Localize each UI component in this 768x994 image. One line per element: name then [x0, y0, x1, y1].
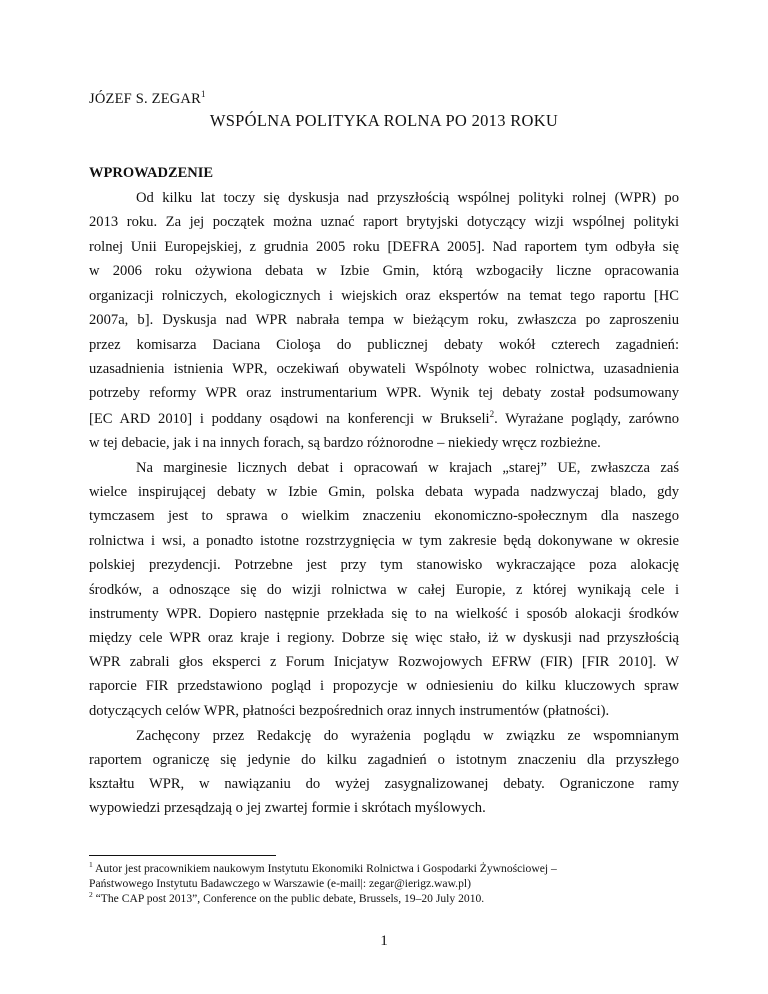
page-number: 1 [380, 932, 388, 949]
footnote-separator [89, 855, 276, 856]
footnote-2-line-1 [89, 892, 689, 905]
footnote-ref-2[interactable]: 2 [489, 409, 495, 420]
paragraph-3-line-4: wypowiedzi przesądzają o jej zwartej formie i skrótach myślowych. [89, 800, 486, 816]
paragraph-1-line-11: w tej debacie, jak i na innych forach, są bardzo różnorodne – niekiedy wręcz rozbieżne. [89, 435, 601, 451]
paragraph-1-line-2: 2013 roku. Za jej początek można uznać raport brytyjski dotyczący wizji wspólnej polityki [89, 214, 679, 230]
footnote-1-line-1 [89, 862, 689, 875]
footnote-2-line-1-text: “The CAP post 2013”, Conference on the public debate, Brussels, 19–20 July 2010. [92, 892, 485, 905]
footnote-1-line-1-mark: 1 [89, 860, 93, 870]
paragraph-2-line-8: między cele WPR oraz kraje i regiony. Dobrze się więc stało, iż w dyskusji nad przyszłością [89, 630, 679, 646]
paragraph-2-line-11: dotyczących celów WPR, płatności bezpośrednich oraz innych instrumentów (płatności). [89, 703, 610, 719]
paragraph-1-line-10 [89, 411, 679, 428]
paragraph-1-line-10-text: [EC ARD 2010] i poddany osądowi na konferencji w Brukseli [89, 411, 490, 427]
paragraph-2-line-6: środków, a odnoszące się do wizji rolnictwa w całej Europie, z której wynikają cele i [89, 582, 679, 598]
paragraph-1-line-3: rolnej Unii Europejskiej, z grudnia 2005 roku [DEFRA 2005]. Nad raportem tym odbyła się [89, 239, 679, 255]
paragraph-2-line-7: instrumenty WPR. Dopiero następnie przekłada się to na wielkość i sposób alokacji środków [89, 606, 679, 622]
paragraph-2-line-5: polskiej prezydencji. Potrzebne jest przy tym stanowisko wykraczające poza alokację [89, 557, 679, 573]
paragraph-1-line-5: organizacji rolniczych, ekologicznych i wiejskich oraz ekspertów na temat tego raportu [HC [89, 288, 679, 304]
footnote-1-line-2-text: Państwowego Instytutu Badawczego w Warszawie (e-mail|: zegar@ierigz.waw.pl) [89, 877, 471, 890]
paragraph-1-line-4: w 2006 roku ożywiona debata w Izbie Gmin, którą wzbogaciły liczne opracowania [89, 263, 679, 279]
footnote-ref-1[interactable]: 1 [200, 89, 206, 100]
paragraph-2-line-4: rolnictwa i wsi, a ponadto istotne rozstrzygnięcia w tym zakresie będą dokonywane w okresie [89, 533, 679, 549]
paragraph-2-line-1: Na marginesie licznych debat i opracowań w krajach „starej” UE, zwłaszcza zaś [136, 460, 679, 476]
paragraph-2-line-9: WPR zabrali głos eksperci z Forum Inicjatyw Rozwojowych EFRW (FIR) [FIR 2010]. W [89, 654, 679, 670]
author-text: JÓZEF S. ZEGAR [89, 91, 201, 107]
footnote-1-line-1-text: Autor jest pracownikiem naukowym Instytutu Ekonomiki Rolnictwa i Gospodarki Żywnościowej – [92, 862, 557, 875]
paragraph-1-line-9: potrzeby reformy WPR oraz instrumentarium WPR. Wynik tej debaty został podsumowany [89, 385, 679, 401]
footnote-1-line-2 [89, 877, 689, 890]
paragraph-2-line-3: tymczasem jest to sprawa o wielkim znaczeniu ekonomiczno-społecznym dla naszego [89, 508, 679, 524]
paragraph-3-line-2: raportem ograniczę się jedynie do kilku zagadnień o istotnym znaczeniu dla przyszłego [89, 752, 679, 768]
paragraph-1-line-1: Od kilku lat toczy się dyskusja nad przyszłością wspólnej polityki rolnej (WPR) po [136, 190, 679, 206]
section-heading: WPROWADZENIE [89, 165, 214, 181]
article-title: WSPÓLNA POLITYKA ROLNA PO 2013 ROKU [209, 111, 559, 130]
footnote-2-line-1-mark: 2 [89, 890, 93, 900]
paragraph-1-line-6: 2007a, b]. Dyskusja nad WPR nabrała tempa w bieżącym roku, zwłaszcza po zaproszeniu [89, 312, 679, 328]
paragraph-3-line-3: kształtu WPR, w nawiązaniu do wyżej zasygnalizowanej debaty. Ograniczone ramy [89, 776, 679, 792]
paragraph-2-line-10: raporcie FIR przedstawiono pogląd i propozycje w odniesieniu do kilku kluczowych spraw [89, 678, 679, 694]
paragraph-2-line-2: wielce inspirującej debaty w Izbie Gmin, polska debata wypada nadzwyczaj blado, gdy [89, 484, 679, 500]
paragraph-3-line-1: Zachęcony przez Redakcję do wyrażenia poglądu w związku ze wspomnianym [136, 728, 679, 744]
paragraph-1-line-10-rest: . Wyrażane poglądy, zarówno [494, 411, 679, 427]
paragraph-1-line-7: przez komisarza Daciana Cioloşa do publicznej debaty wokół czterech zagadnień: [89, 337, 679, 353]
paragraph-1-line-8: uzasadnienia istnienia WPR, oczekiwań obywateli Wspólnoty wobec rolnictwa, uzasadnienia [89, 361, 679, 377]
author-name [89, 91, 206, 108]
